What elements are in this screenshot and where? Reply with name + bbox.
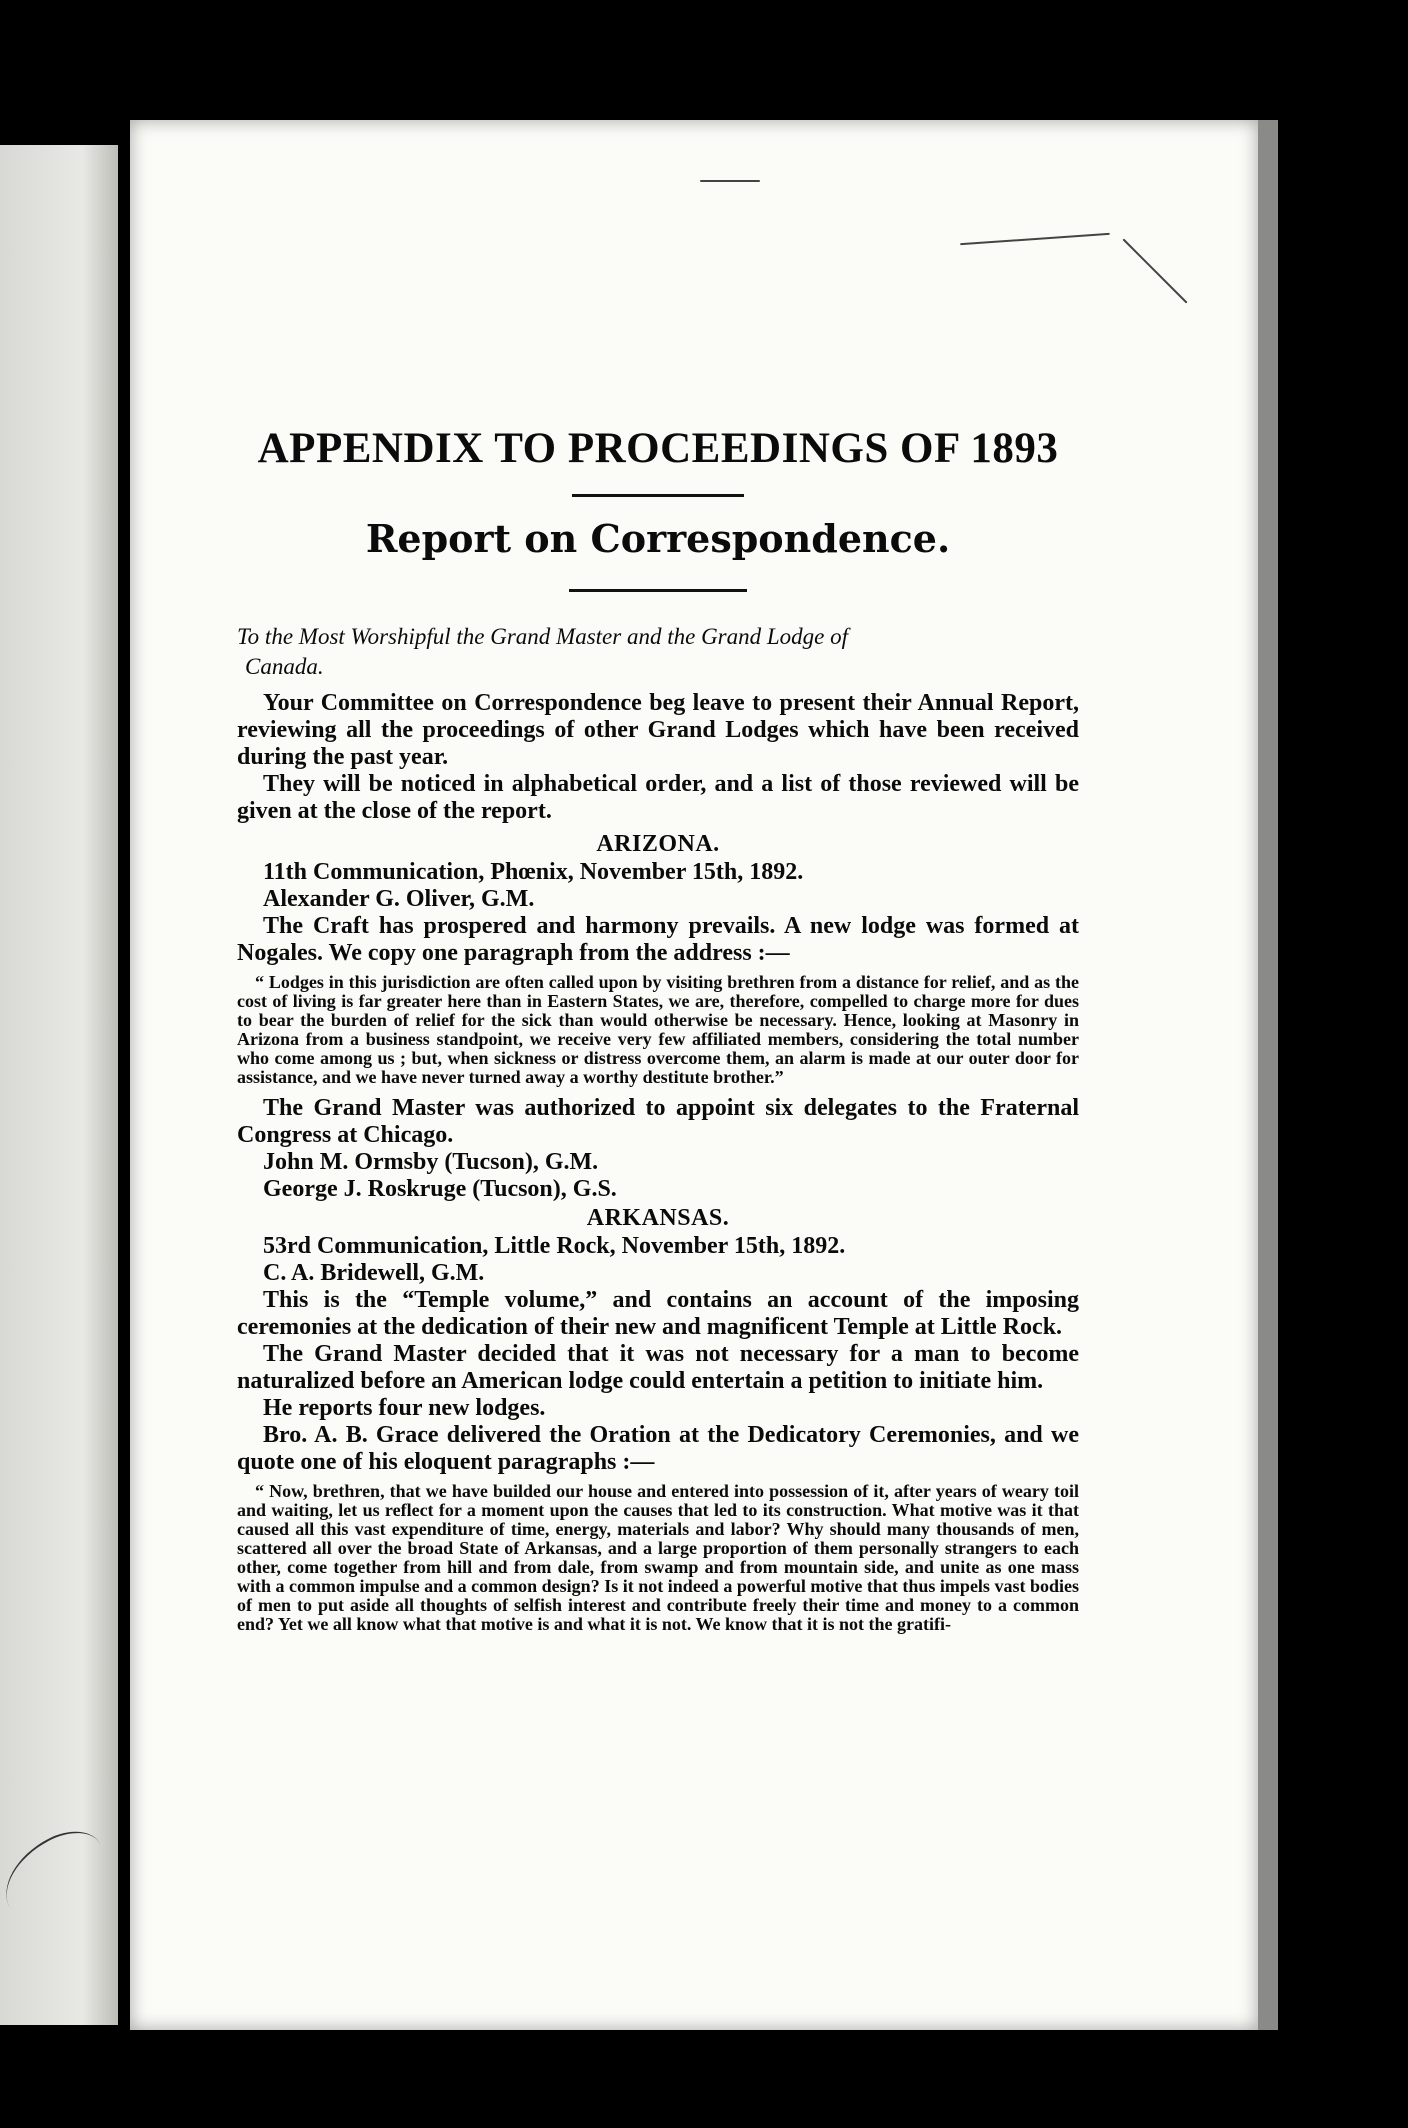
- body-paragraph: This is the “Temple volume,” and contains an account of the imposing ceremonies at the dedication of their new and magnificent Temple at Little Rock.: [237, 1286, 1079, 1340]
- section-heading-arkansas: ARKANSAS.: [586, 1204, 730, 1231]
- body-paragraph: The Craft has prospered and harmony prevails. A new lodge was formed at Nogales. We copy one paragraph from the address :—: [237, 912, 1079, 966]
- body-paragraph: The Grand Master decided that it was not necessary for a man to become naturalized before an American lodge could entertain a petition to initiate him.: [237, 1340, 1079, 1394]
- salutation-line: Canada.: [245, 653, 324, 679]
- grand-master-line: Alexander G. Oliver, G.M.: [263, 885, 535, 912]
- body-line: He reports four new lodges.: [263, 1394, 546, 1421]
- salutation-line: To the Most Worshipful the Grand Master and the Grand Lodge of: [237, 623, 849, 649]
- scan-mark: [700, 180, 760, 182]
- body-paragraph: The Grand Master was authorized to appoint six delegates to the Fraternal Congress at Chicago.: [237, 1094, 1079, 1148]
- intro-paragraph: They will be noticed in alphabetical order, and a list of those reviewed will be given at the close of the report.: [237, 770, 1079, 824]
- page-binding-edge: [1258, 120, 1278, 2030]
- facing-page-edge: [0, 145, 118, 2025]
- salutation: [237, 622, 1079, 682]
- title-divider: [572, 494, 744, 497]
- subtitle-divider: [569, 589, 747, 592]
- officer-line: John M. Ormsby (Tucson), G.M.: [263, 1148, 599, 1175]
- grand-master-line: C. A. Bridewell, G.M.: [263, 1259, 485, 1286]
- communication-line: 53rd Communication, Little Rock, November 15th, 1892.: [263, 1232, 846, 1259]
- document-body: [237, 425, 1079, 1642]
- block-quote: “ Lodges in this jurisdiction are often called upon by visiting brethren from a distance for relief, and as the cost of living is far greater here than in Eastern States, we are, therefore, compelled to charge more for dues to bear the burden of relief for the sick than would otherwise be necessary. Hence, looking at Masonry in Arizona from a business standpoint, we receive very few affiliated members, considering the total number who come among us ; but, when sickness or distress overcome them, an alarm is made at our outer door for assistance, and we have never turned away a worthy destitute brother.”: [237, 971, 1079, 1087]
- scan-mark: [1122, 238, 1187, 303]
- communication-line: 11th Communication, Phœnix, November 15th, 1892.: [263, 858, 804, 885]
- body-paragraph: Bro. A. B. Grace delivered the Oration at the Dedicatory Ceremonies, and we quote one of his eloquent paragraphs :—: [237, 1421, 1079, 1475]
- intro-paragraph: Your Committee on Correspondence beg leave to present their Annual Report, reviewing all the proceedings of other Grand Lodges which have been received during the past year.: [237, 689, 1079, 770]
- page-title: APPENDIX TO PROCEEDINGS OF 1893: [257, 425, 1059, 472]
- section-heading-arizona: ARIZONA.: [596, 830, 720, 857]
- report-title: Report on Correspondence.: [365, 516, 951, 562]
- block-quote: “ Now, brethren, that we have builded our house and entered into possession of it, after years of weary toil and waiting, let us reflect for a moment upon the causes that led to its construction. What motive was it that caused all this vast expenditure of time, energy, materials and labor? Why should many thousands of men, scattered all over the broad State of Arkansas, and a large proportion of them personally strangers to each other, come together from hill and from dale, from swamp and from mountain side, and unite as one mass with a common impulse and a common design? Is it not indeed a powerful motive that thus impels vast bodies of men to put aside all thoughts of selfish interest and contribute freely their time and money to a common end? Yet we all know what that motive is and what it is not. We know that it is not the gratifi-: [237, 1480, 1079, 1634]
- officer-line: George J. Roskruge (Tucson), G.S.: [263, 1175, 617, 1202]
- scan-mark: [960, 233, 1110, 245]
- page-curl-mark: [0, 1818, 120, 1933]
